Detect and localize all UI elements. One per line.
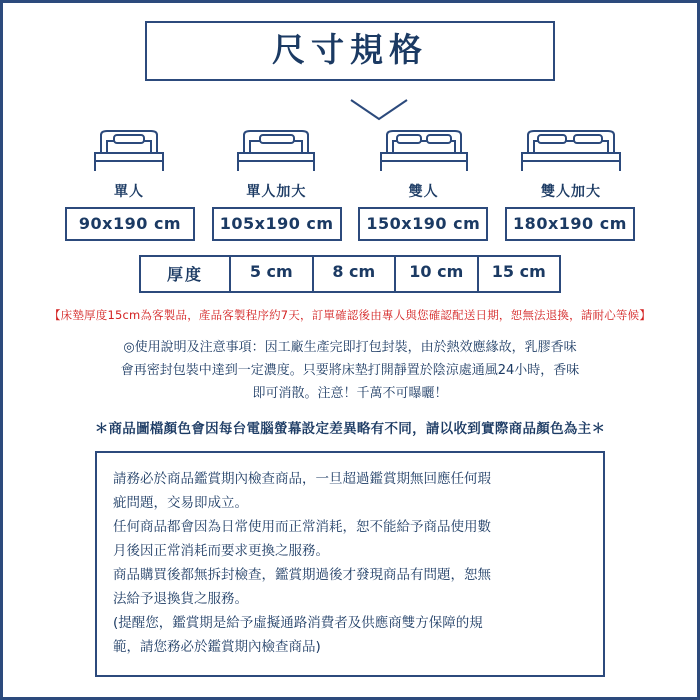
bed-label: 雙人加大 — [540, 183, 601, 200]
thickness-value: 5 cm — [229, 257, 312, 291]
terms-line: (提醒您，鑑賞期是給予虛擬通路消費者及供應商雙方保障的規 — [113, 615, 483, 632]
thickness-value: 8 cm — [312, 257, 395, 291]
size-box-double-xl: 180x190 cm — [505, 207, 635, 241]
color-disclaimer: ＊商品圖檔顏色會因每台電腦螢幕設定差異略有不同，請以收到實際商品顏色為主＊ — [94, 421, 606, 438]
single-bed-icon — [65, 109, 193, 175]
bed-cell — [507, 109, 635, 201]
bed-label: 雙人 — [408, 183, 439, 200]
bed-icons-row — [65, 109, 635, 201]
terms-line: 法給予退換貨之服務。 — [113, 591, 248, 608]
usage-instructions — [90, 337, 610, 405]
instruction-line: 會再密封包裝中達到一定濃度。只要將床墊打開靜置於陰涼處通風24小時，香味 — [120, 362, 580, 378]
terms-line: 疵問題，交易即成立。 — [113, 495, 248, 512]
custom-order-note: 【床墊厚度15cm為客製品，產品客製程序約7天，訂單確認後由專人與您確認配送日期，恕無法退換，請耐心等候】 — [48, 307, 652, 322]
size-values-row — [65, 207, 635, 241]
title-box — [145, 21, 555, 81]
size-box-single-xl: 105x190 cm — [212, 207, 342, 241]
bed-cell — [65, 109, 193, 201]
thickness-row — [139, 255, 561, 293]
bed-cell — [212, 109, 340, 201]
terms-box — [95, 451, 605, 677]
terms-line: 任何商品都會因為日常使用而正常消耗，恕不能給予商品使用數 — [113, 519, 491, 536]
size-box-single: 90x190 cm — [65, 207, 195, 241]
thickness-value: 15 cm — [477, 257, 560, 291]
title-banner — [145, 21, 555, 81]
instruction-line: ◎使用說明及注意事項：因工廠生產完即打包封裝，由於熱效應緣故，乳膠香味 — [123, 340, 577, 356]
single-xl-bed-icon — [212, 109, 340, 175]
size-box-double: 150x190 cm — [358, 207, 488, 241]
terms-line: 月後因正常消耗而要求更換之服務。 — [113, 543, 329, 560]
bed-cell — [360, 109, 488, 201]
bed-label: 單人加大 — [246, 183, 307, 200]
banner-arrow-icon — [324, 81, 376, 99]
terms-line: 商品購買後都無拆封檢查，鑑賞期過後才發現商品有問題，恕無 — [113, 567, 491, 584]
thickness-value: 10 cm — [394, 257, 477, 291]
terms-line: 範，請您務必於鑑賞期內檢查商品) — [113, 639, 321, 656]
double-xl-bed-icon — [507, 109, 635, 175]
page-title: 尺寸規格 — [272, 30, 428, 69]
thickness-label: 厚度 — [166, 264, 203, 284]
instruction-line: 即可消散。注意！千萬不可曝曬！ — [252, 385, 448, 401]
terms-line: 請務必於商品鑑賞期內檢查商品，一旦超過鑑賞期無回應任何瑕 — [113, 471, 491, 488]
bed-label: 單人 — [114, 183, 144, 200]
